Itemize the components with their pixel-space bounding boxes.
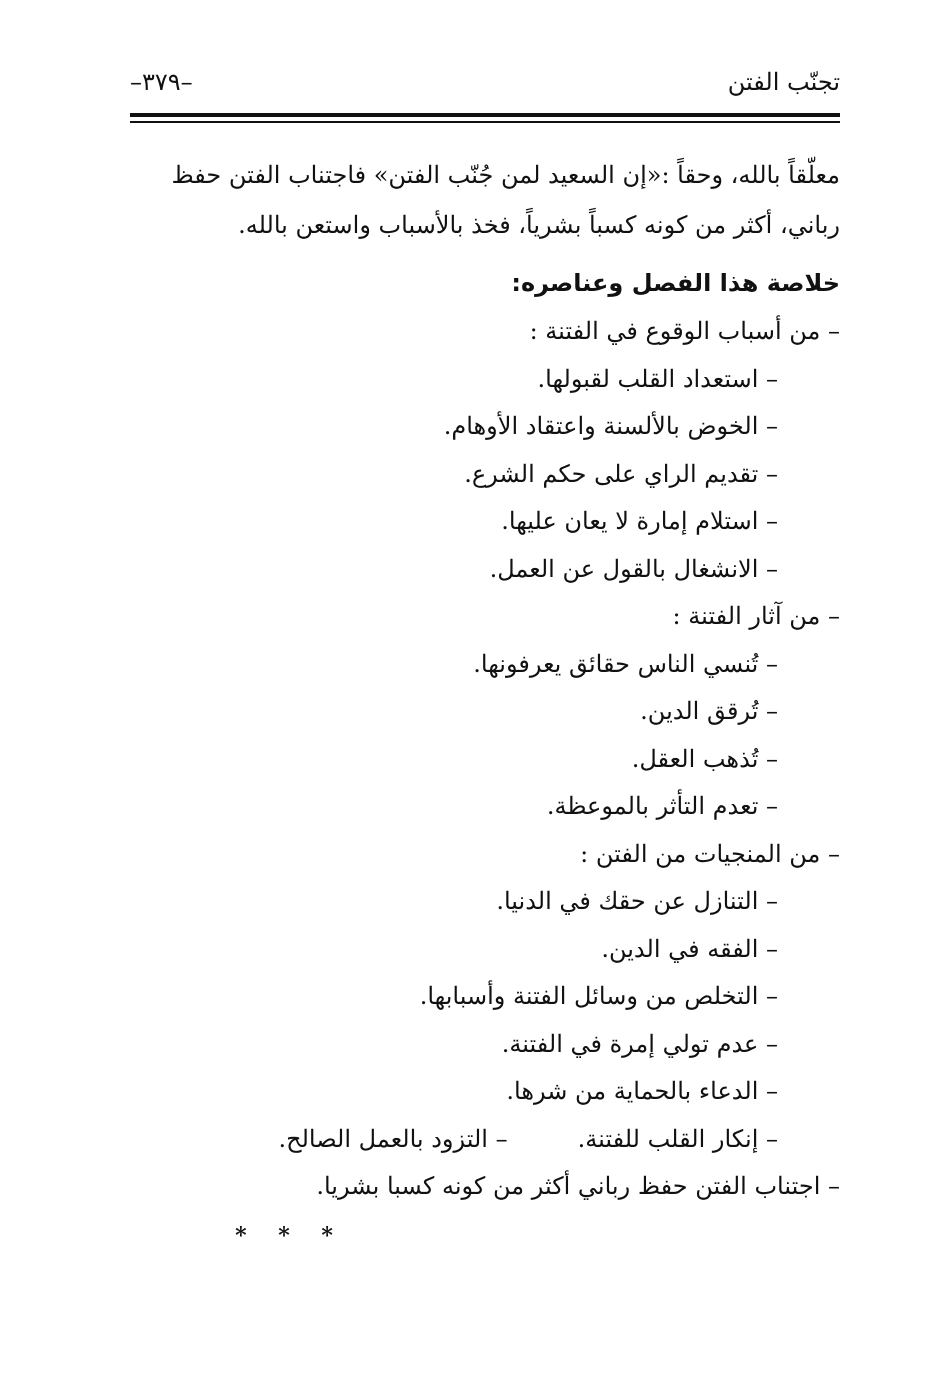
- section-separator: * * *: [235, 1222, 345, 1249]
- list-item-pair: [120, 1116, 840, 1164]
- page-body: [120, 150, 840, 1249]
- header-rule-thin: [130, 121, 840, 123]
- intro-line-1: معلّقاً بالله، وحقاً :«إن السعيد لمن جُنّب الفتن» فاجتناب الفتن حفظ: [171, 161, 840, 189]
- summary-title: خلاصة هذا الفصل وعناصره:: [511, 269, 840, 297]
- list-item: – التخلص من وسائل الفتنة وأسبابها.: [419, 982, 778, 1010]
- list-item: – الانشغال بالقول عن العمل.: [489, 554, 778, 583]
- list-item: – إنكار القلب للفتنة.: [577, 1124, 778, 1153]
- list-item: – تُنسي الناس حقائق يعرفونها.: [473, 649, 778, 678]
- list-item: – تعدم التأثر بالموعظة.: [546, 792, 778, 820]
- conclusion-line: – اجتناب الفتن حفظ رباني أكثر من كونه كسبا بشريا.: [316, 1172, 840, 1200]
- intro-paragraph: [120, 150, 840, 250]
- causes-heading: – من أسباب الوقوع في الفتنة :: [529, 317, 840, 345]
- intro-line-2: رباني، أكثر من كونه كسباً بشرياً، فخذ بالأسباب واستعن بالله.: [238, 211, 840, 239]
- list-item: – استعداد القلب لقبولها.: [537, 364, 778, 393]
- effects-heading: – من آثار الفتنة :: [672, 602, 840, 630]
- list-item: – التنازل عن حقك في الدنيا.: [496, 887, 778, 915]
- running-header: [130, 60, 840, 110]
- list-item: – استلام إمارة لا يعان عليها.: [501, 507, 778, 535]
- list-item: – عدم تولي إمرة في الفتنة.: [501, 1029, 778, 1058]
- list-item: – الفقه في الدين.: [601, 934, 778, 963]
- header-rule-thick: [130, 113, 840, 117]
- list-item: – التزود بالعمل الصالح.: [278, 1124, 508, 1153]
- list-item: – تقديم الراي على حكم الشرع.: [464, 459, 778, 488]
- list-item: – تُرقق الدين.: [640, 697, 778, 725]
- page-number: –٣٧٩–: [130, 68, 193, 96]
- list-item: – تُذهب العقل.: [631, 744, 778, 773]
- list-item: – الخوض بالألسنة واعتقاد الأوهام.: [443, 412, 778, 440]
- remedies-heading: – من المنجيات من الفتن :: [580, 839, 840, 868]
- list-item: – الدعاء بالحماية من شرها.: [506, 1077, 778, 1105]
- running-title: تجنّب الفتن: [727, 68, 840, 96]
